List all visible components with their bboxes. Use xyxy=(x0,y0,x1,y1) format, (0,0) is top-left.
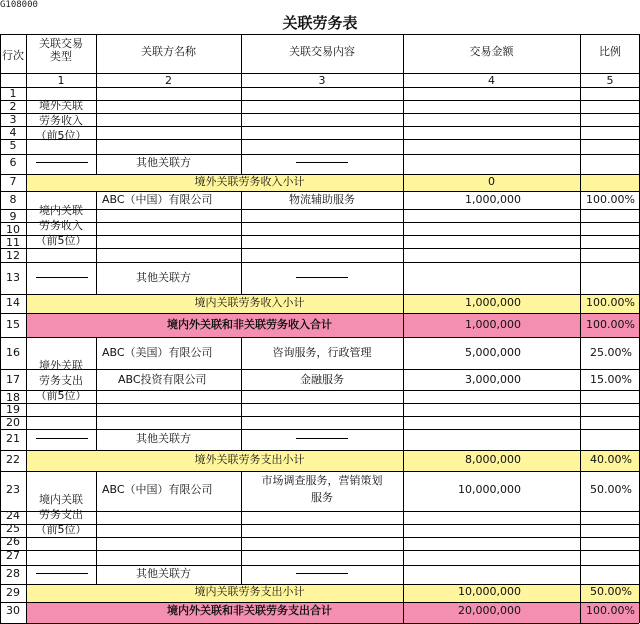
amount-value: 10,000,000 xyxy=(458,483,521,496)
other-party-label: 其他关联方 xyxy=(136,271,191,284)
total-label: 境内外关联和非关联劳务收入合计 xyxy=(167,318,332,331)
grid-line xyxy=(96,337,97,450)
subtotal-label: 境外关联劳务支出小计 xyxy=(194,453,305,466)
subtotal-ratio: 40.00% xyxy=(590,453,632,466)
total-amount: 20,000,000 xyxy=(458,604,521,617)
grid-line xyxy=(241,471,242,584)
service-content: 金融服务 xyxy=(300,373,344,386)
ratio-value: 50.00% xyxy=(590,483,632,496)
row-num: 25 xyxy=(6,522,20,535)
dash-mark xyxy=(36,162,88,163)
page-title: 关联劳务表 xyxy=(282,14,358,32)
other-party-label: 其他关联方 xyxy=(136,567,191,580)
row-num: 26 xyxy=(6,535,20,548)
row-num: 12 xyxy=(6,249,20,262)
amount-value: 1,000,000 xyxy=(465,193,521,206)
total-ratio: 100.00% xyxy=(586,318,635,331)
grid-line xyxy=(0,450,639,451)
grid-line xyxy=(0,294,639,295)
header-party: 关联方名称 xyxy=(141,45,196,58)
amount-value: 5,000,000 xyxy=(465,346,521,359)
party-name: ABC投资有限公司 xyxy=(118,373,207,386)
row-num: 1 xyxy=(9,87,17,100)
row-num: 9 xyxy=(9,210,17,223)
row-num: 16 xyxy=(6,346,20,359)
col-num-1: 1 xyxy=(57,74,65,87)
group-label-overseas-income: 境外关联 劳务收入 （前5位） xyxy=(35,99,87,142)
party-name: ABC（美国）有限公司 xyxy=(102,346,213,359)
row-num: 5 xyxy=(9,139,17,152)
dash-mark xyxy=(36,438,88,439)
party-name: ABC（中国）有限公司 xyxy=(102,193,213,206)
dash-mark xyxy=(296,277,348,278)
col-num-5: 5 xyxy=(606,74,614,87)
col-num-2: 2 xyxy=(165,74,172,87)
form-code: G108000 xyxy=(0,0,38,10)
grid-line xyxy=(96,471,97,584)
row-num: 15 xyxy=(6,318,20,331)
row-num: 10 xyxy=(6,223,20,236)
row-num: 17 xyxy=(6,373,20,386)
row-num: 22 xyxy=(6,453,20,466)
ratio-value: 15.00% xyxy=(590,373,632,386)
subtotal-amount: 1,000,000 xyxy=(465,296,521,309)
dash-mark xyxy=(36,573,88,574)
row-num: 28 xyxy=(6,567,20,580)
col-num-4: 4 xyxy=(488,74,495,87)
subtotal-amount: 8,000,000 xyxy=(465,453,521,466)
dash-mark xyxy=(296,438,348,439)
row-num: 23 xyxy=(6,483,20,496)
total-amount: 1,000,000 xyxy=(465,318,521,331)
row-num: 4 xyxy=(9,126,17,139)
row-num: 14 xyxy=(6,296,20,309)
col-num-3: 3 xyxy=(318,74,326,87)
row-num: 13 xyxy=(6,271,20,284)
group-label-domestic-expense: 境内关联 劳务支出 （前5位） xyxy=(35,493,87,536)
service-content-line-2: 服务 xyxy=(311,491,333,504)
row-num: 27 xyxy=(6,549,20,562)
row-num: 19 xyxy=(6,403,20,416)
subtotal-ratio: 50.00% xyxy=(590,585,632,598)
party-name: ABC（中国）有限公司 xyxy=(102,483,213,496)
header-row-no: 行次 xyxy=(2,49,24,62)
row-num: 7 xyxy=(9,175,17,188)
header-type: 关联交易 类型 xyxy=(39,37,83,63)
group-label-overseas-expense: 境外关联 劳务支出 （前5位） xyxy=(35,359,87,402)
dash-mark xyxy=(36,277,88,278)
subtotal-label: 境内关联劳务支出小计 xyxy=(194,585,305,598)
row-num: 8 xyxy=(9,193,17,206)
subtotal-label: 境内关联劳务收入小计 xyxy=(194,296,305,309)
subtotal-amount: 0 xyxy=(488,175,495,188)
total-ratio: 100.00% xyxy=(586,604,635,617)
dash-mark xyxy=(296,573,348,574)
row-num: 18 xyxy=(6,391,20,404)
row-num: 24 xyxy=(6,509,20,522)
subtotal-amount: 10,000,000 xyxy=(458,585,521,598)
amount-value: 3,000,000 xyxy=(465,373,521,386)
total-label: 境内外关联和非关联劳务支出合计 xyxy=(167,604,332,617)
service-content-line-1: 市场调查服务，营销策划 xyxy=(261,474,383,487)
row-num: 30 xyxy=(6,604,20,617)
row-num: 3 xyxy=(9,113,17,126)
grid-line xyxy=(0,313,639,314)
ratio-value: 100.00% xyxy=(586,193,635,206)
grid-line xyxy=(0,174,639,175)
service-content: 物流辅助服务 xyxy=(289,193,355,206)
row-num: 29 xyxy=(6,586,20,599)
row-num: 2 xyxy=(9,100,17,113)
dash-mark xyxy=(296,162,348,163)
subtotal-ratio: 100.00% xyxy=(586,296,635,309)
row-num: 21 xyxy=(6,432,20,445)
ratio-value: 25.00% xyxy=(590,346,632,359)
grid-line xyxy=(0,584,639,585)
row-num: 11 xyxy=(6,236,20,249)
header-ratio: 比例 xyxy=(599,45,621,58)
grid-line xyxy=(96,191,97,294)
service-content: 咨询服务，行政管理 xyxy=(272,346,372,359)
other-party-label: 其他关联方 xyxy=(136,156,191,169)
group-label-domestic-income: 境内关联 劳务收入 （前5位） xyxy=(35,204,87,247)
header-content: 关联交易内容 xyxy=(289,45,355,58)
header-amount: 交易金额 xyxy=(469,45,514,58)
grid-line xyxy=(0,602,639,603)
row-num: 6 xyxy=(9,156,17,169)
subtotal-label: 境外关联劳务收入小计 xyxy=(194,175,305,188)
row-num: 20 xyxy=(6,416,20,429)
other-party-label: 其他关联方 xyxy=(136,432,191,445)
